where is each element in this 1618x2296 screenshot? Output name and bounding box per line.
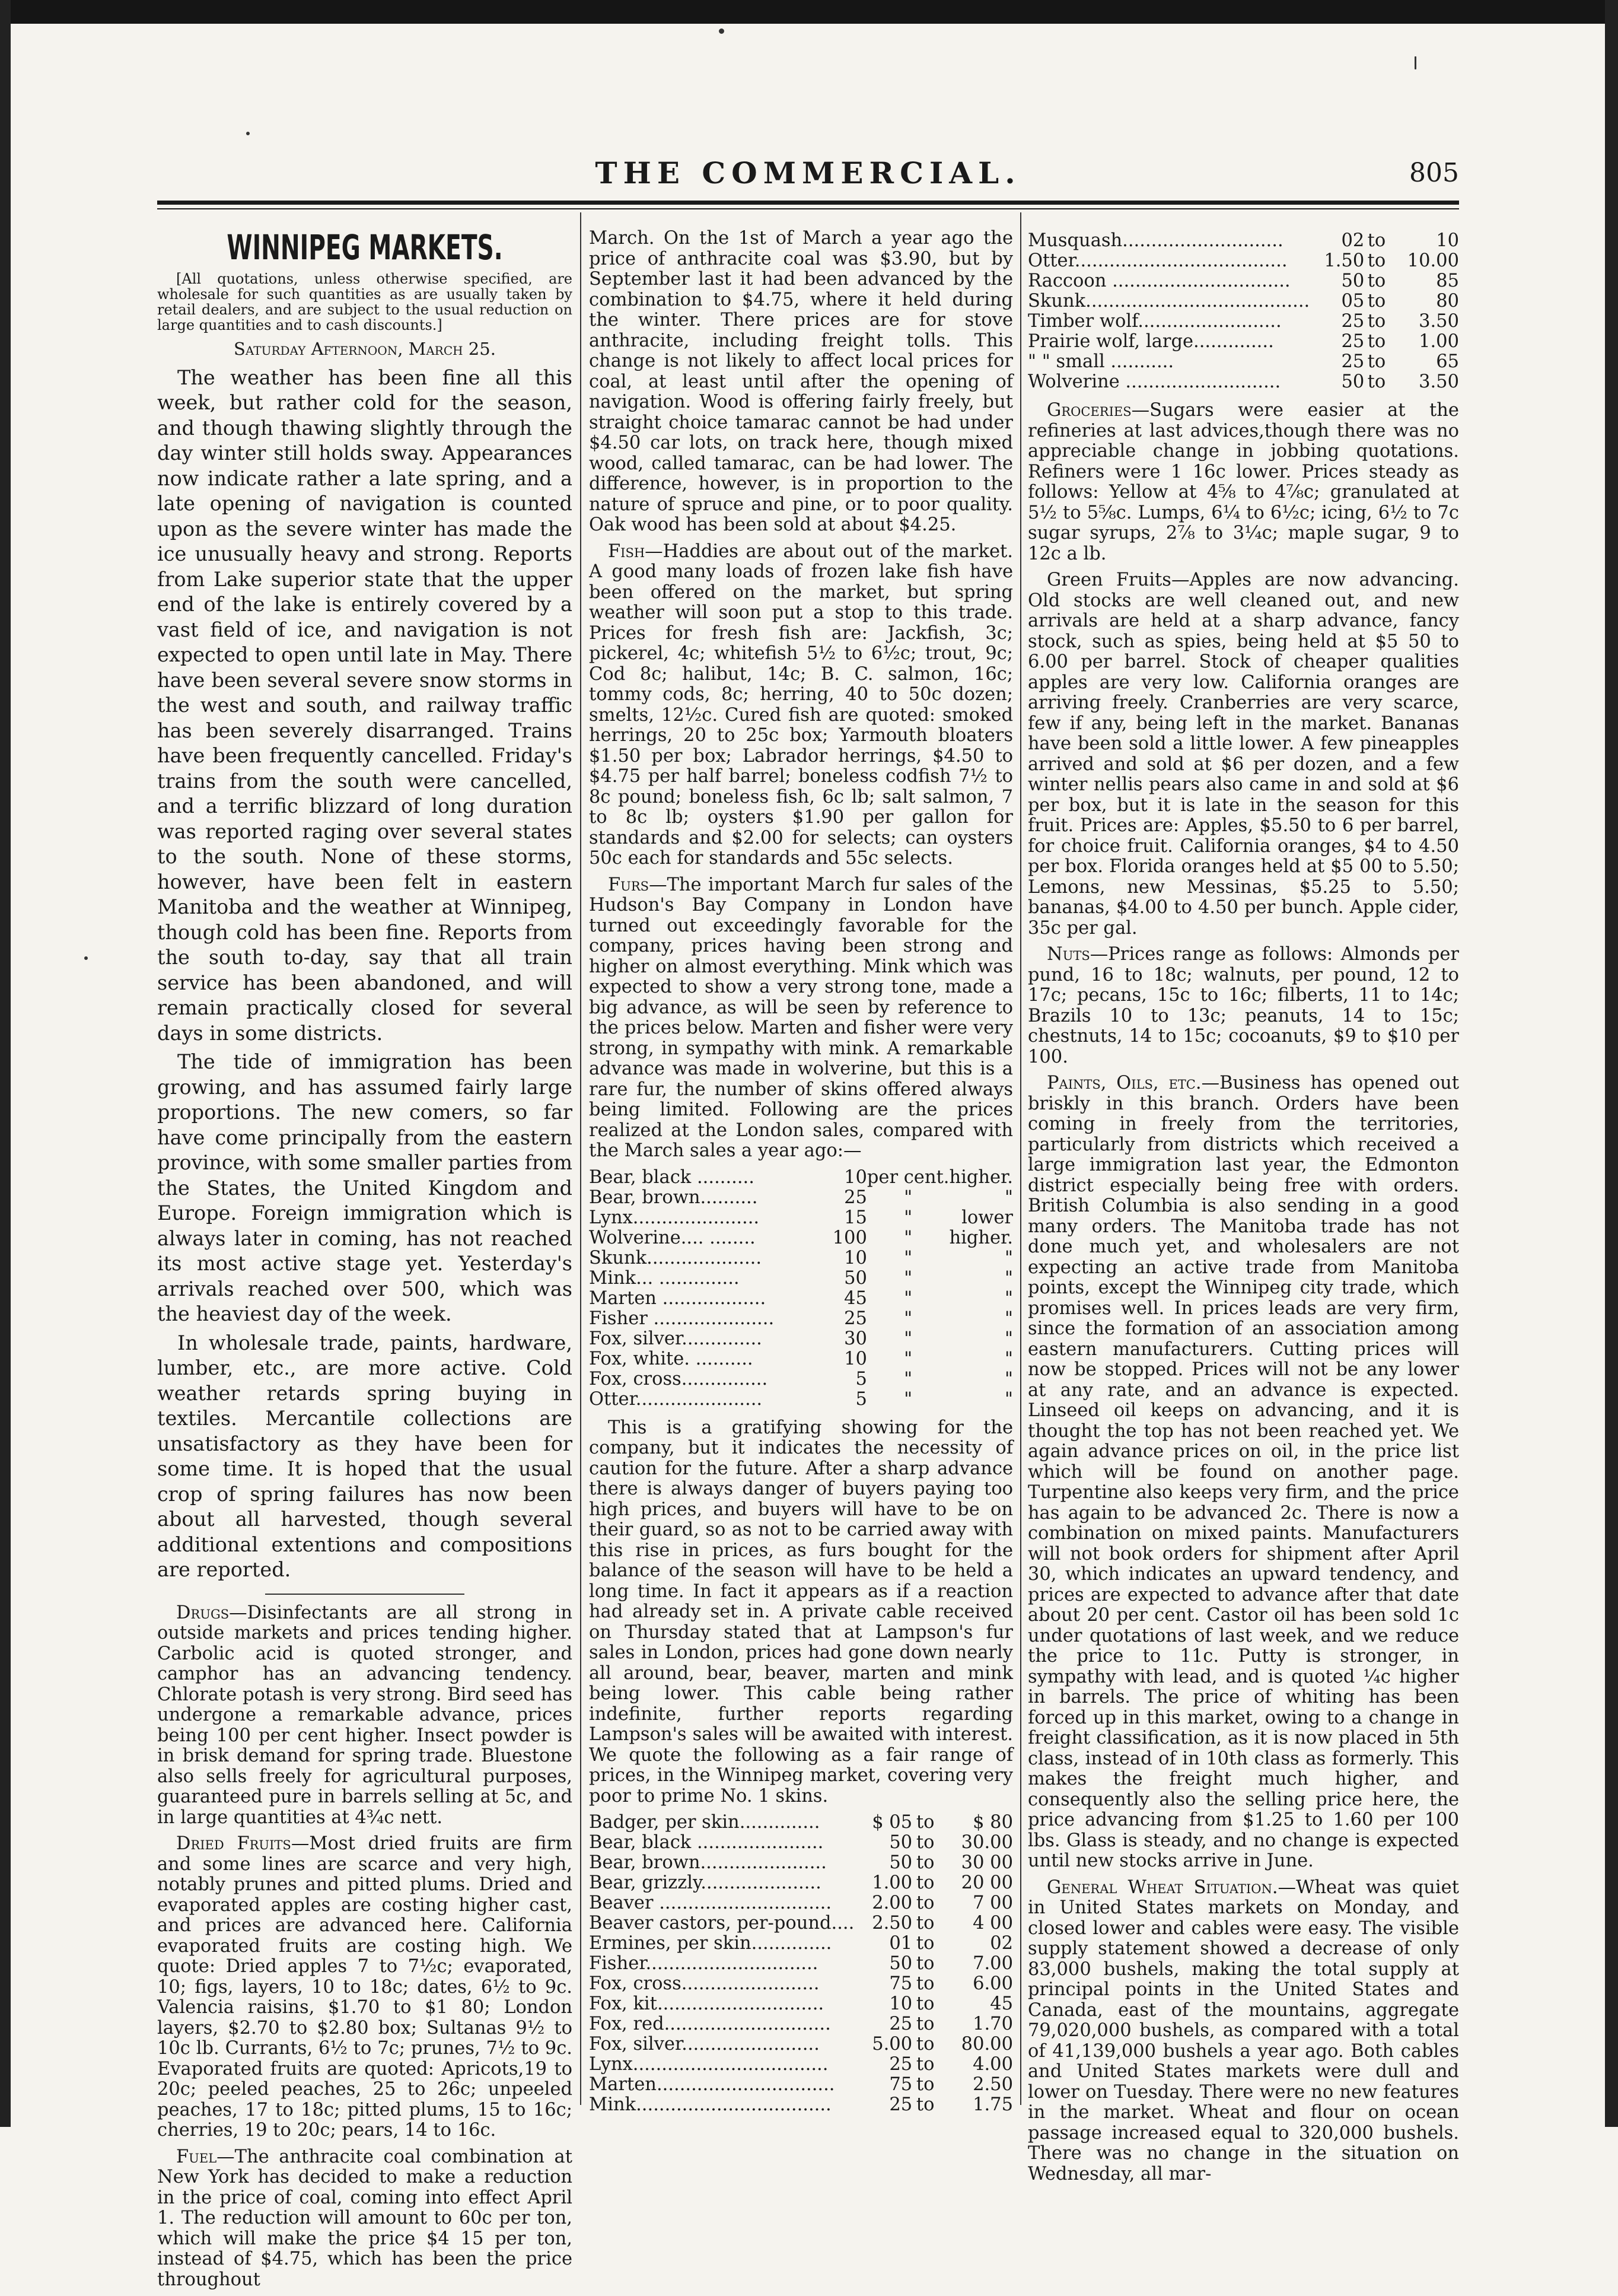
section-divider	[265, 1594, 464, 1595]
london-sales-table	[589, 1168, 1013, 1410]
groceries-text: —Sugars were easier at the refineries at last advices,though there was no appreciable change in jobbing quotations. Refiners were 1 16c lower. Prices steady as follows: Yellow at 4⅝ to 4⅞c; granulated at 5½ to 5⅝c. Lumps, 6¼ to 6½c; icing, 6½ to 7c sugar syrups, 2⅞ to 3¼c; maple sugar, 9 to 12c a lb.	[1028, 400, 1459, 564]
table-row: Ermines, per skin.............. 01 to 02	[589, 1933, 1013, 1954]
scan-speck	[719, 28, 724, 34]
paints-text: —Business has opened out briskly in this branch. Orders have been coming in freely from the territories, particularly from districts which received a large immigration last year, the Edmonton district especially being free with orders. British Columbia is also sending in a good many orders. The Manitoba trade has not done much yet, and wholesalers are not expecting an active trade from Manitoba points, except the Winnipeg city trade, which promises well. In prices leads are very firm, since the formation of an association among eastern manufacturers. Cutting prices will now be stopped. Prices will not be any lower at any rate, and an advance is expected. Linseed oil keeps on advancing, and it is thought the top has not been reached yet. We again advance prices on oil, in the price list which will be found on another page. Turpentine also keeps very firm, and the price has again to be advanced 2c. There is now a combination on mixed paints. Manufacturers will not book orders for shipment after April 30, which indicates an upward tendency, and prices are expected to advance after that date about 20 per cent. Castor oil has been sold 1c under quotations of last week, and we reduce the price to 11c. Putty is stronger, in sympathy with lead, and is quoted ¼c higher in barrels. The price of whiting has been forced up in this market, owing to a change in freight classification, as it is now placed in 5th class, instead of in 10th class as formerly. This makes the freight much higher, and consequently also the selling price here, the price advancing from $1.25 to 1.60 per 100 lbs. Glass is steady, and no change is expected until new stocks arrive in June.	[1028, 1073, 1459, 1871]
table-row: Marten............................... 75 to 2.50	[589, 2074, 1013, 2095]
green-fruits-paragraph: Green Fruits—Apples are now advancing. Old stocks are well cleaned out, and new arrivals are held at a sharp advance, fancy stock, such as spies, being held at $5 50 to 6.00 per barrel. Stock of cheaper qualities apples are very low. California oranges are arriving freely. Cranberries are very scarce, few if any, being left in the market. Bananas have been sold a little lower. A few pineapples arrived and sold at $6 per dozen, and a few winter nellis pears also came in and sold at $6 per box, but it is late in the season for this fruit. Prices are: Apples, $5.50 to 6 per barrel, for choice fruit. California oranges, $4 to 4.50 per box. Florida oranges held at $5 00 to 5.50; Lemons, new Messinas, $5.25 to 5.50; bananas, $4.00 to 4.50 per bunch. Apple cider, 35c per gal.	[1028, 570, 1459, 939]
column-3	[1028, 228, 1459, 2190]
quotation-note: [All quotations, unless otherwise specified, are wholesale for such quantities as are usually taken by retail dealers, and are subject to the usual reduction on large quantities and to cash discounts.]	[157, 271, 572, 333]
dried-fruits-paragraph	[157, 1834, 572, 2141]
table-row: Badger, per skin.............. $ 05 to $ 80	[589, 1812, 1013, 1833]
table-row: Beaver .............................. 2.00 to 7 00	[589, 1893, 1013, 1913]
fuel-paragraph	[157, 2147, 572, 2291]
dried-fruits-heading: Dried Fruits	[176, 1833, 291, 1854]
furs-text: —The important March fur sales of the Hudson's Bay Company in London have turned out exceedingly favorable for the company, prices having been strong and higher on almost everything. Mink which was expected to show a very strong tone, made a big advance, as will be seen by reference to the prices below. Marten and fisher were very strong, in sympathy with mink. A remarkable advance was made in wolverine, but this is a rare fur, the number of skins offered always being limited. Following are the prices realized at the London sales, compared with the March sales a year ago:—	[589, 874, 1013, 1161]
furs-paragraph	[589, 875, 1013, 1162]
table-row: Otter..................................... 1.50 to 10.00	[1028, 250, 1459, 271]
scan-speck	[1415, 56, 1416, 69]
table-row: Bear, black .......... 10 per cent. higher.	[589, 1166, 1013, 1188]
table-row: Beaver castors, per-pound.... 2.50 to 4 00	[589, 1913, 1013, 1934]
furs-heading: Furs	[608, 874, 649, 895]
furs-commentary: This is a gratifying showing for the company, but it indicates the necessity of caution for the future. After a sharp advance there is always danger of buyers paying too high prices, and buyers will have to be on their guard, so as not to be carried away with this rise in prices, as furs bought for the balance of the season will have to be held a long time. In fact it appears as if a reaction had already set in. A private cable received on Thursday stated that at Lampson's fur sales in London, prices had gone down nearly all around, bear, beaver, marten and mink being lower. This cable being rather indefinite, further reports regarding Lampson's sales will be awaited with interest. We quote the following as a fair range of prices, in the Winnipeg market, covering very poor to prime No. 1 skins.	[589, 1417, 1013, 1807]
wheat-text: —Wheat was quiet in United States markets on Monday, and closed lower and cables were easy. The visible supply statement showed a decrease of only 83,000 bushels, making the total supply at principal points in the United States and Canada, east of the mountains, aggregate 79,020,000 bushels, as compared with a total of 41,139,000 bushels a year ago. Both cables and United States markets were dull and lower on Tuesday. There were no new features in the market. Wheat and flour on ocean passage increased equal to 320,000 bushels. There was no change in the situation on Wednesday, all mar-	[1028, 1877, 1459, 2184]
table-row: Fox, kit............................. 10 to 45	[589, 1993, 1013, 2014]
table-row: Lynx.................................. 25 to 4.00	[589, 2054, 1013, 2075]
paragraph-weather: The weather has been fine all this week, but rather cold for the season, and though thawing slightly through the day winter still holds sway. Appearances now indicate rather a late spring, and a late opening of navigation is counted upon as the severe winter has made the ice unusually heavy and strong. Reports from Lake superior state that the upper end of the lake is entirely covered by a vast field of ice, and navigation is not expected to open until late in May. There have been several severe snow storms in the west and south, and railway traffic has been severely disarranged. Trains have been frequently cancelled. Friday's trains from the south were cancelled, and a terrific blizzard of long duration was reported raging over several states to the south. None of these storms, however, have been felt in eastern Manitoba and the weather at Winnipeg, though cold has been fine. Reports from the south to-day, say that all train service has been abandoned, and will remain practically closed for several days in some districts.	[157, 365, 572, 1045]
table-row: Raccoon ............................... 50 to 85	[1028, 271, 1459, 291]
fuel-continued: March. On the 1st of March a year ago the price of anthracite coal was $3.90, but by September last it had been advanced by the combination to $4.75, where it held during the winter. There prices are for stove anthracite, including freight tolls. This change is not likely to affect local prices for coal, at least until after the opening of navigation. Wood is offering fairly freely, but straight choice tamarac cannot be had under $4.50 car lots, on track here, though mixed wood, called tamarac, can be had lower. The difference, however, is in proportion to the nature of spruce and pine, or to poor quality. Oak wood has been sold at about $4.25.	[589, 228, 1013, 535]
groceries-paragraph	[1028, 400, 1459, 564]
drugs-text: —Disinfectants are all strong in outside markets and prices tending higher. Carbolic acid is quoted stronger, and camphor has an advancing tendency. Chlorate potash is very strong. Bird seed has undergone a remarkable advance, prices being 100 per cent higher. Insect powder is in brisk demand for spring trade. Bluestone also sells freely for agricultural purposes, guaranteed pure in barrels selling at 5c, and in large quantities at 4¾c nett.	[157, 1602, 572, 1828]
column-divider	[1020, 212, 1021, 2105]
table-row: Bear, brown.......... 25 " "	[589, 1187, 1013, 1208]
paragraph-immigration: The tide of immigration has been growing, and has assumed fairly large proportions. The new comers, so far have come principally from the eastern province, with some smaller parties from the States, the United Kingdom and Europe. Foreign immigration which is always later in coming, has not reached its most active stage yet. Yesterday's arrivals reached over 500, which was the heaviest day of the week.	[157, 1050, 572, 1325]
table-row: Skunk.................... 10 " "	[589, 1247, 1013, 1268]
scan-border-top	[0, 0, 1618, 24]
table-row: Lynx...................... 15 " lower	[589, 1207, 1013, 1228]
drugs-heading: Drugs	[176, 1602, 230, 1623]
scan-border-left	[0, 0, 11, 2127]
table-row: Fisher.............................. 50 to 7.00	[589, 1953, 1013, 1974]
masthead: THE COMMERCIAL.	[595, 155, 1021, 190]
paints-heading: Paints, Oils, etc.	[1047, 1073, 1202, 1093]
scan-speck	[246, 132, 250, 135]
table-row: Bear, grizzly..................... 1.00 to 20 00	[589, 1872, 1013, 1893]
table-row: Fox, white. .......... 10 " "	[589, 1348, 1013, 1369]
header-rule	[157, 201, 1459, 205]
table-row: Musquash............................ 02 to 10	[1028, 230, 1459, 251]
table-row: Timber wolf......................... 25 to 3.50	[1028, 311, 1459, 332]
table-row: Prairie wolf, large.............. 25 to 1.00	[1028, 331, 1459, 352]
skins-price-table-continued	[1028, 231, 1459, 392]
table-row: Wolverine ........................... 50 to 3.50	[1028, 371, 1459, 392]
table-row: Bear, brown...................... 50 to 30 00	[589, 1852, 1013, 1873]
table-row: Skunk....................................... 05 to 80	[1028, 291, 1459, 311]
nuts-paragraph	[1028, 945, 1459, 1067]
wheat-paragraph	[1028, 1878, 1459, 2185]
column-divider	[580, 212, 581, 2105]
market-summary	[157, 365, 572, 1583]
table-row: Fox, cross............... 5 " "	[589, 1368, 1013, 1389]
table-row: Otter...................... 5 " "	[589, 1388, 1013, 1410]
table-row: Fisher ..................... 25 " "	[589, 1308, 1013, 1329]
paints-paragraph	[1028, 1073, 1459, 1872]
dried-fruits-text: —Most dried fruits are firm and some lines are scarce and very high, notably prunes and pitted plums. Dried and evaporated apples are costing higher cast, and prices are advanced here. California evaporated fruits are costing high. We quote: Dried apples 7 to 7½c; evaporated, 10; figs, layers, 10 to 18c; dates, 6½ to 9c. Valencia raisins, $1.70 to $1 80; London layers, $2.70 to $2.80 box; Sultanas 9½ to 10c lb. Currants, 6½ to 7c; prunes, 7½ to 9c. Evaporated fruits are quoted: Apricots,19 to 20c; peeled peaches, 25 to 26c; unpeeled peaches, 17 to 18c; pitted plums, 15 to 16c; cherries, 19 to 20c; pears, 14 to 16c.	[157, 1833, 572, 2141]
article-title: WINNIPEG MARKETS.	[227, 227, 503, 268]
fish-heading: Fish	[608, 540, 645, 562]
drugs-paragraph	[157, 1603, 572, 1828]
column-1	[157, 228, 572, 2296]
table-row: Marten .................. 45 " "	[589, 1287, 1013, 1309]
dateline: Saturday Afternoon, March 25.	[234, 339, 496, 359]
fish-paragraph	[589, 542, 1013, 869]
nuts-heading: Nuts	[1047, 944, 1090, 965]
table-row: Bear, black ...................... 50 to 30.00	[589, 1832, 1013, 1853]
paragraph-wholesale: In wholesale trade, paints, hardware, lumber, etc., are more active. Cold weather retards spring buying in textiles. Mercantile collections are unsatisfactory as they have been for some time. It is hoped that the usual crop of spring failures has now been about all harvested, though several additional extentions and compositions are reported.	[157, 1331, 572, 1581]
table-row: " " small ........... 25 to 65	[1028, 351, 1459, 372]
header-rule-thin	[157, 208, 1459, 209]
fuel-heading: Fuel	[176, 2146, 217, 2167]
table-row: Mink... .............. 50 " "	[589, 1267, 1013, 1289]
table-row: Wolverine.... ........ 100 " higher.	[589, 1227, 1013, 1248]
scan-speck	[84, 956, 88, 960]
table-row: Fox, red............................. 25 to 1.70	[589, 2014, 1013, 2034]
fuel-text: —The anthracite coal combination at New York has decided to make a reduction in the price of coal, coming into effect April 1. The reduction will amount to 60c per ton, which will make the price $4 15 per ton, instead of $4.75, which has been the price throughout	[157, 2146, 572, 2290]
groceries-heading: Groceries	[1047, 400, 1132, 421]
page-number: 805	[1409, 158, 1459, 188]
skins-price-table	[589, 1812, 1013, 2115]
table-row: Mink.................................. 25 to 1.75	[589, 2094, 1013, 2115]
table-row: Fox, silver........................ 5.00 to 80.00	[589, 2034, 1013, 2055]
fish-text: —Haddies are about out of the market. A good many loads of frozen lake fish have been offered on the market, but spring weather will soon put a stop to this trade. Prices for fresh fish are: Jackfish, 3c; pickerel, 4c; whitefish 5½ to 6½c; trout, 9c; Cod 8c; halibut, 14c; B. C. salmon, 16c; tommy cods, 8c; herring, 40 to 50c dozen; smelts, 12½c. Cured fish are quoted: smoked herrings, 20 to 25c box; Yarmouth bloaters $1.50 per box; Labrador herrings, $4.50 to $4.75 per half barrel; boneless codfish 7½ to 8c pound; boneless fish, 6c lb; salt salmon, 7 to 8c lb; oysters $1.90 per gallon for standards and $2.00 for selects; can oysters 50c each for standards and 55c selects.	[589, 540, 1013, 869]
table-row: Fox, cross........................ 75 to 6.00	[589, 1973, 1013, 1994]
scan-border-right	[1605, 0, 1618, 2127]
table-row: Fox, silver.............. 30 " "	[589, 1328, 1013, 1349]
wheat-heading: General Wheat Situation.	[1047, 1877, 1278, 1898]
nuts-text: —Prices range as follows: Almonds per pund, 16 to 18c; walnuts, per pound, 12 to 17c; pecans, 15c to 16c; filberts, 11 to 14c; Brazils 10 to 13c; peanuts, 14 to 15c; chestnuts, 14 to 15c; cocoanuts, $9 to $10 per 100.	[1028, 944, 1459, 1067]
page-header	[157, 155, 1459, 191]
column-2	[589, 228, 1013, 2123]
